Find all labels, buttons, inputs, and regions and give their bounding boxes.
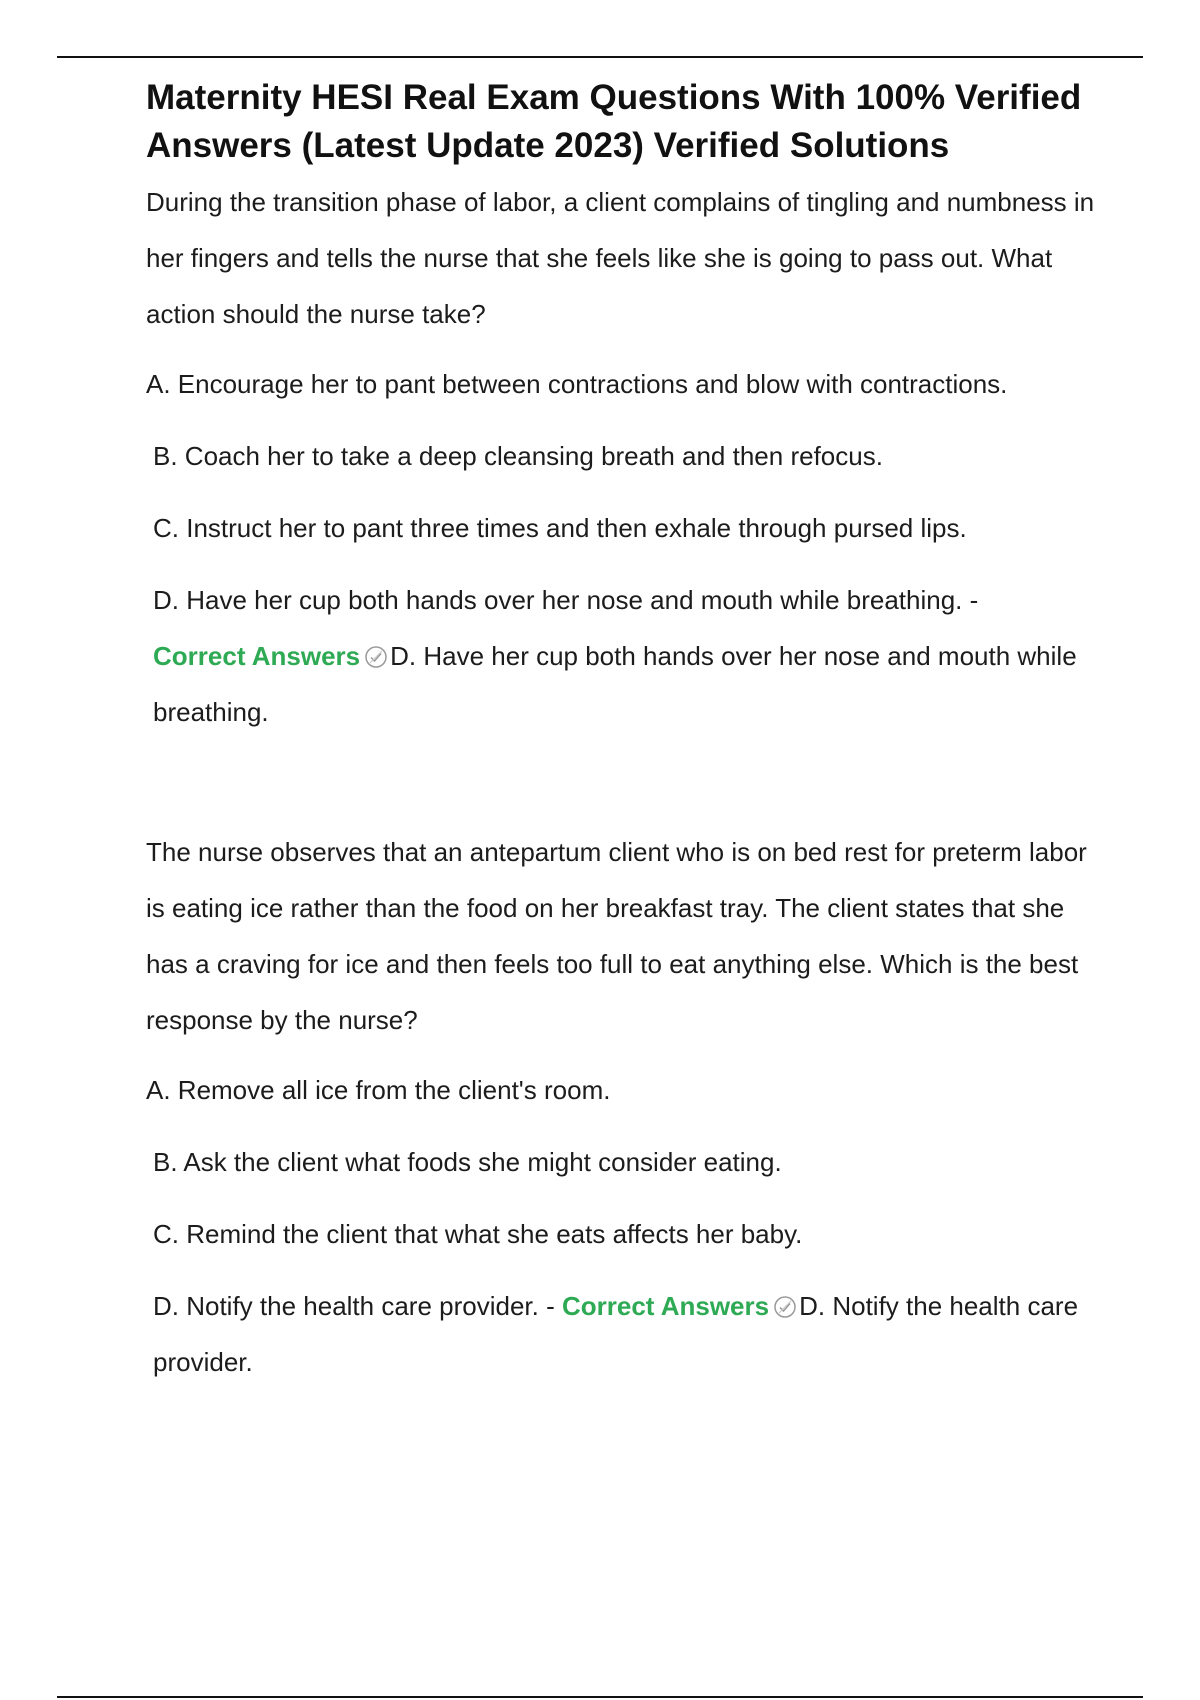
correct-answers-label: Correct Answers — [153, 641, 361, 671]
document-body — [146, 74, 1106, 1390]
question-2-option-a: A. Remove all ice from the client's room. — [146, 1075, 611, 1105]
check-circle-icon — [773, 1282, 797, 1306]
check-circle-icon — [364, 632, 388, 656]
question-separator — [146, 740, 1106, 824]
question-1-answer: D. Have her cup both hands over her nose and mouth while breathing. — [153, 641, 1077, 727]
question-1 — [146, 174, 1106, 740]
question-1-option-b: B. Coach her to take a deep cleansing breath and then refocus. — [153, 441, 883, 471]
question-1-option-d: D. Have her cup both hands over her nose and mouth while breathing. - — [153, 585, 979, 615]
question-1-text: During the transition phase of labor, a client complains of tingling and numbness in her fingers and tells the nurse that she feels like she is going to pass out. What action should the nurse take? — [146, 187, 1095, 329]
question-2-text: The nurse observes that an antepartum client who is on bed rest for preterm labor is eating ice rather than the food on her breakfast tray. The client states that she has a craving for ice and then feels too full to eat anything else. Which is the best response by the nurse? — [146, 837, 1087, 1035]
question-2-answer: D. Notify the health care provider. — [153, 1291, 1079, 1377]
question-1-option-a: A. Encourage her to pant between contractions and blow with contractions. — [146, 369, 1008, 399]
question-2 — [146, 824, 1106, 1390]
question-2-option-c: C. Remind the client that what she eats affects her baby. — [153, 1219, 803, 1249]
question-1-option-c: C. Instruct her to pant three times and then exhale through pursed lips. — [153, 513, 967, 543]
document-title: Maternity HESI Real Exam Questions With 100% Verified Answers (Latest Update 2023) Verified Solutions — [146, 78, 1082, 165]
question-2-option-d-with-answer — [146, 1278, 1106, 1390]
question-1-option-d-with-answer — [146, 572, 1106, 740]
question-2-option-d: D. Notify the health care provider. - — [153, 1291, 555, 1321]
bottom-rule — [57, 1696, 1143, 1698]
top-rule — [57, 56, 1143, 58]
correct-answers-label: Correct Answers — [561, 1291, 770, 1321]
question-2-option-b: B. Ask the client what foods she might consider eating. — [153, 1147, 782, 1177]
